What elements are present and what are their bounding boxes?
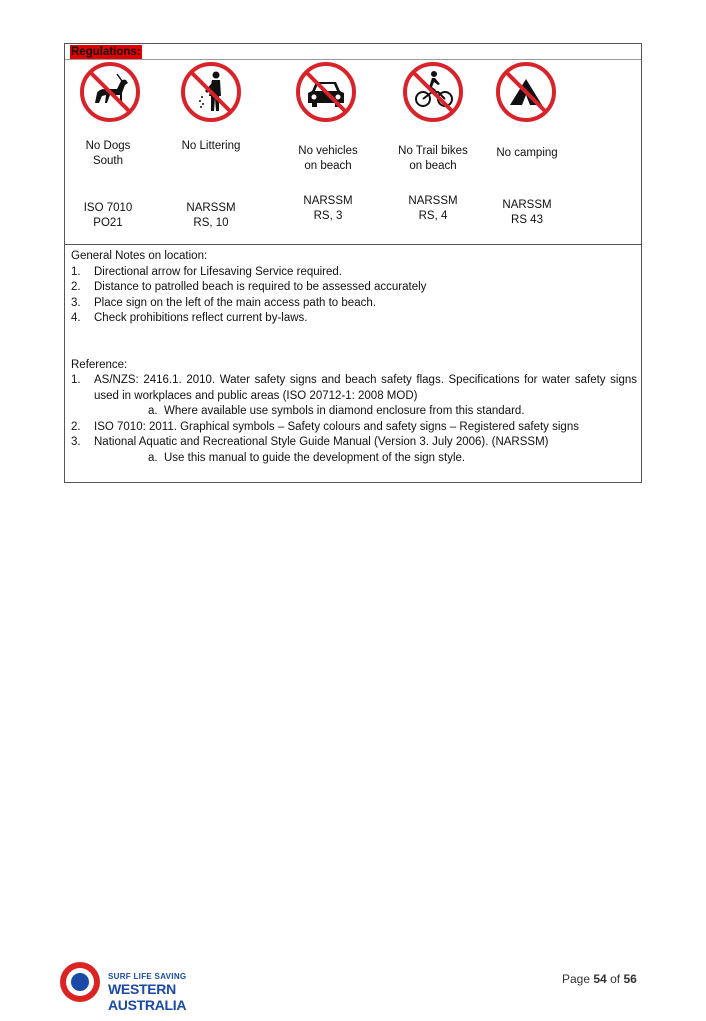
no-vehicles-icon [293, 59, 359, 125]
code-line: NARSSM [502, 199, 552, 211]
code-line: RS, 4 [418, 210, 448, 222]
item-number: 1. [71, 374, 81, 386]
list-item [71, 296, 637, 312]
item-number: 2. [71, 420, 81, 433]
spacer [71, 342, 637, 358]
page-prefix: Page [562, 972, 591, 986]
slswa-logo [60, 962, 240, 1013]
sign-code-no-camping [477, 198, 577, 228]
sub-list-item [71, 451, 637, 467]
logo-big-text: WESTERN AUSTRALIA [108, 981, 187, 1013]
spacer [71, 327, 637, 343]
no-camping-icon [493, 59, 559, 125]
code-line: RS 43 [511, 214, 543, 226]
item-number: 4. [71, 312, 81, 324]
label-line: No Trail bikes [398, 145, 468, 157]
item-letter: a. [148, 451, 158, 464]
code-line: RS, 10 [193, 217, 229, 229]
code-line: RS, 3 [313, 210, 343, 222]
label-line: No vehicles [298, 145, 358, 157]
list-item [71, 435, 637, 451]
regulations-row [65, 44, 641, 245]
code-line: NARSSM [408, 195, 458, 207]
item-letter: a. [148, 405, 158, 417]
item-number: 1. [71, 265, 81, 278]
logo-small-text: SURF LIFE SAVING [108, 972, 187, 981]
list-item [71, 420, 637, 436]
sign-label-no-dogs [58, 139, 158, 169]
sign-code-no-dogs [58, 201, 158, 231]
item-text: Check prohibitions reflect current by-laws. [94, 312, 308, 324]
sub-list-item [71, 404, 637, 420]
page-of: of [610, 972, 621, 986]
page-number [562, 972, 637, 986]
notes-heading: General Notes on location: [71, 250, 208, 262]
notes-section [71, 249, 637, 466]
sign-label-no-camping [477, 146, 577, 161]
item-number: 3. [71, 296, 81, 309]
item-number: 3. [71, 436, 81, 448]
page-current: 54 [593, 972, 607, 986]
code-line: NARSSM [186, 202, 236, 214]
regulations-title: Regulations: [71, 46, 141, 58]
sign-code-no-trail-bikes [383, 194, 483, 224]
list-item [71, 265, 637, 281]
label-line: No Littering [181, 140, 241, 152]
item-text: ISO 7010: 2011. Graphical symbols – Safety colours and safety signs – Registered safety signs [94, 420, 579, 433]
logo-emblem [60, 962, 100, 1002]
page-total: 56 [623, 972, 637, 986]
item-text: Where available use symbols in diamond enclosure from this standard. [164, 405, 525, 417]
logo-emblem-core [71, 973, 89, 991]
item-text: Place sign on the left of the main access path to beach. [94, 296, 376, 309]
code-line: ISO 7010 [83, 202, 133, 214]
code-line: PO21 [93, 217, 123, 229]
sign-label-no-littering [161, 139, 261, 154]
label-line: No camping [496, 147, 558, 159]
sign-label-no-trail-bikes [383, 144, 483, 174]
label-line: No Dogs [85, 140, 131, 152]
item-text: AS/NZS: 2416.1. 2010. Water safety signs and beach safety flags. Specifications for water safety signs used in workplaces and public areas (ISO 20712-1: 2008 MOD) [94, 374, 637, 402]
sign-code-no-vehicles [278, 194, 378, 224]
no-dogs-icon [77, 59, 143, 125]
item-text: National Aquatic and Recreational Style Guide Manual (Version 3. July 2006). (NARSSM) [94, 436, 549, 448]
sign-label-no-vehicles [278, 144, 378, 174]
list-item [71, 311, 637, 327]
item-text: Use this manual to guide the development of the sign style. [164, 451, 466, 464]
list-item [71, 280, 637, 296]
item-number: 2. [71, 281, 81, 293]
label-line: South [92, 155, 124, 167]
reference-heading: Reference: [71, 358, 128, 371]
no-trail-bikes-icon [400, 59, 466, 125]
item-text: Distance to patrolled beach is required to be assessed accurately [94, 281, 427, 293]
no-littering-icon [178, 59, 244, 125]
label-line: on beach [409, 160, 457, 172]
sign-code-no-littering [161, 201, 261, 231]
regulations-table [64, 43, 642, 483]
code-line: NARSSM [303, 195, 353, 207]
label-line: on beach [304, 160, 352, 172]
item-text: Directional arrow for Lifesaving Service required. [94, 265, 342, 278]
list-item [71, 373, 637, 404]
